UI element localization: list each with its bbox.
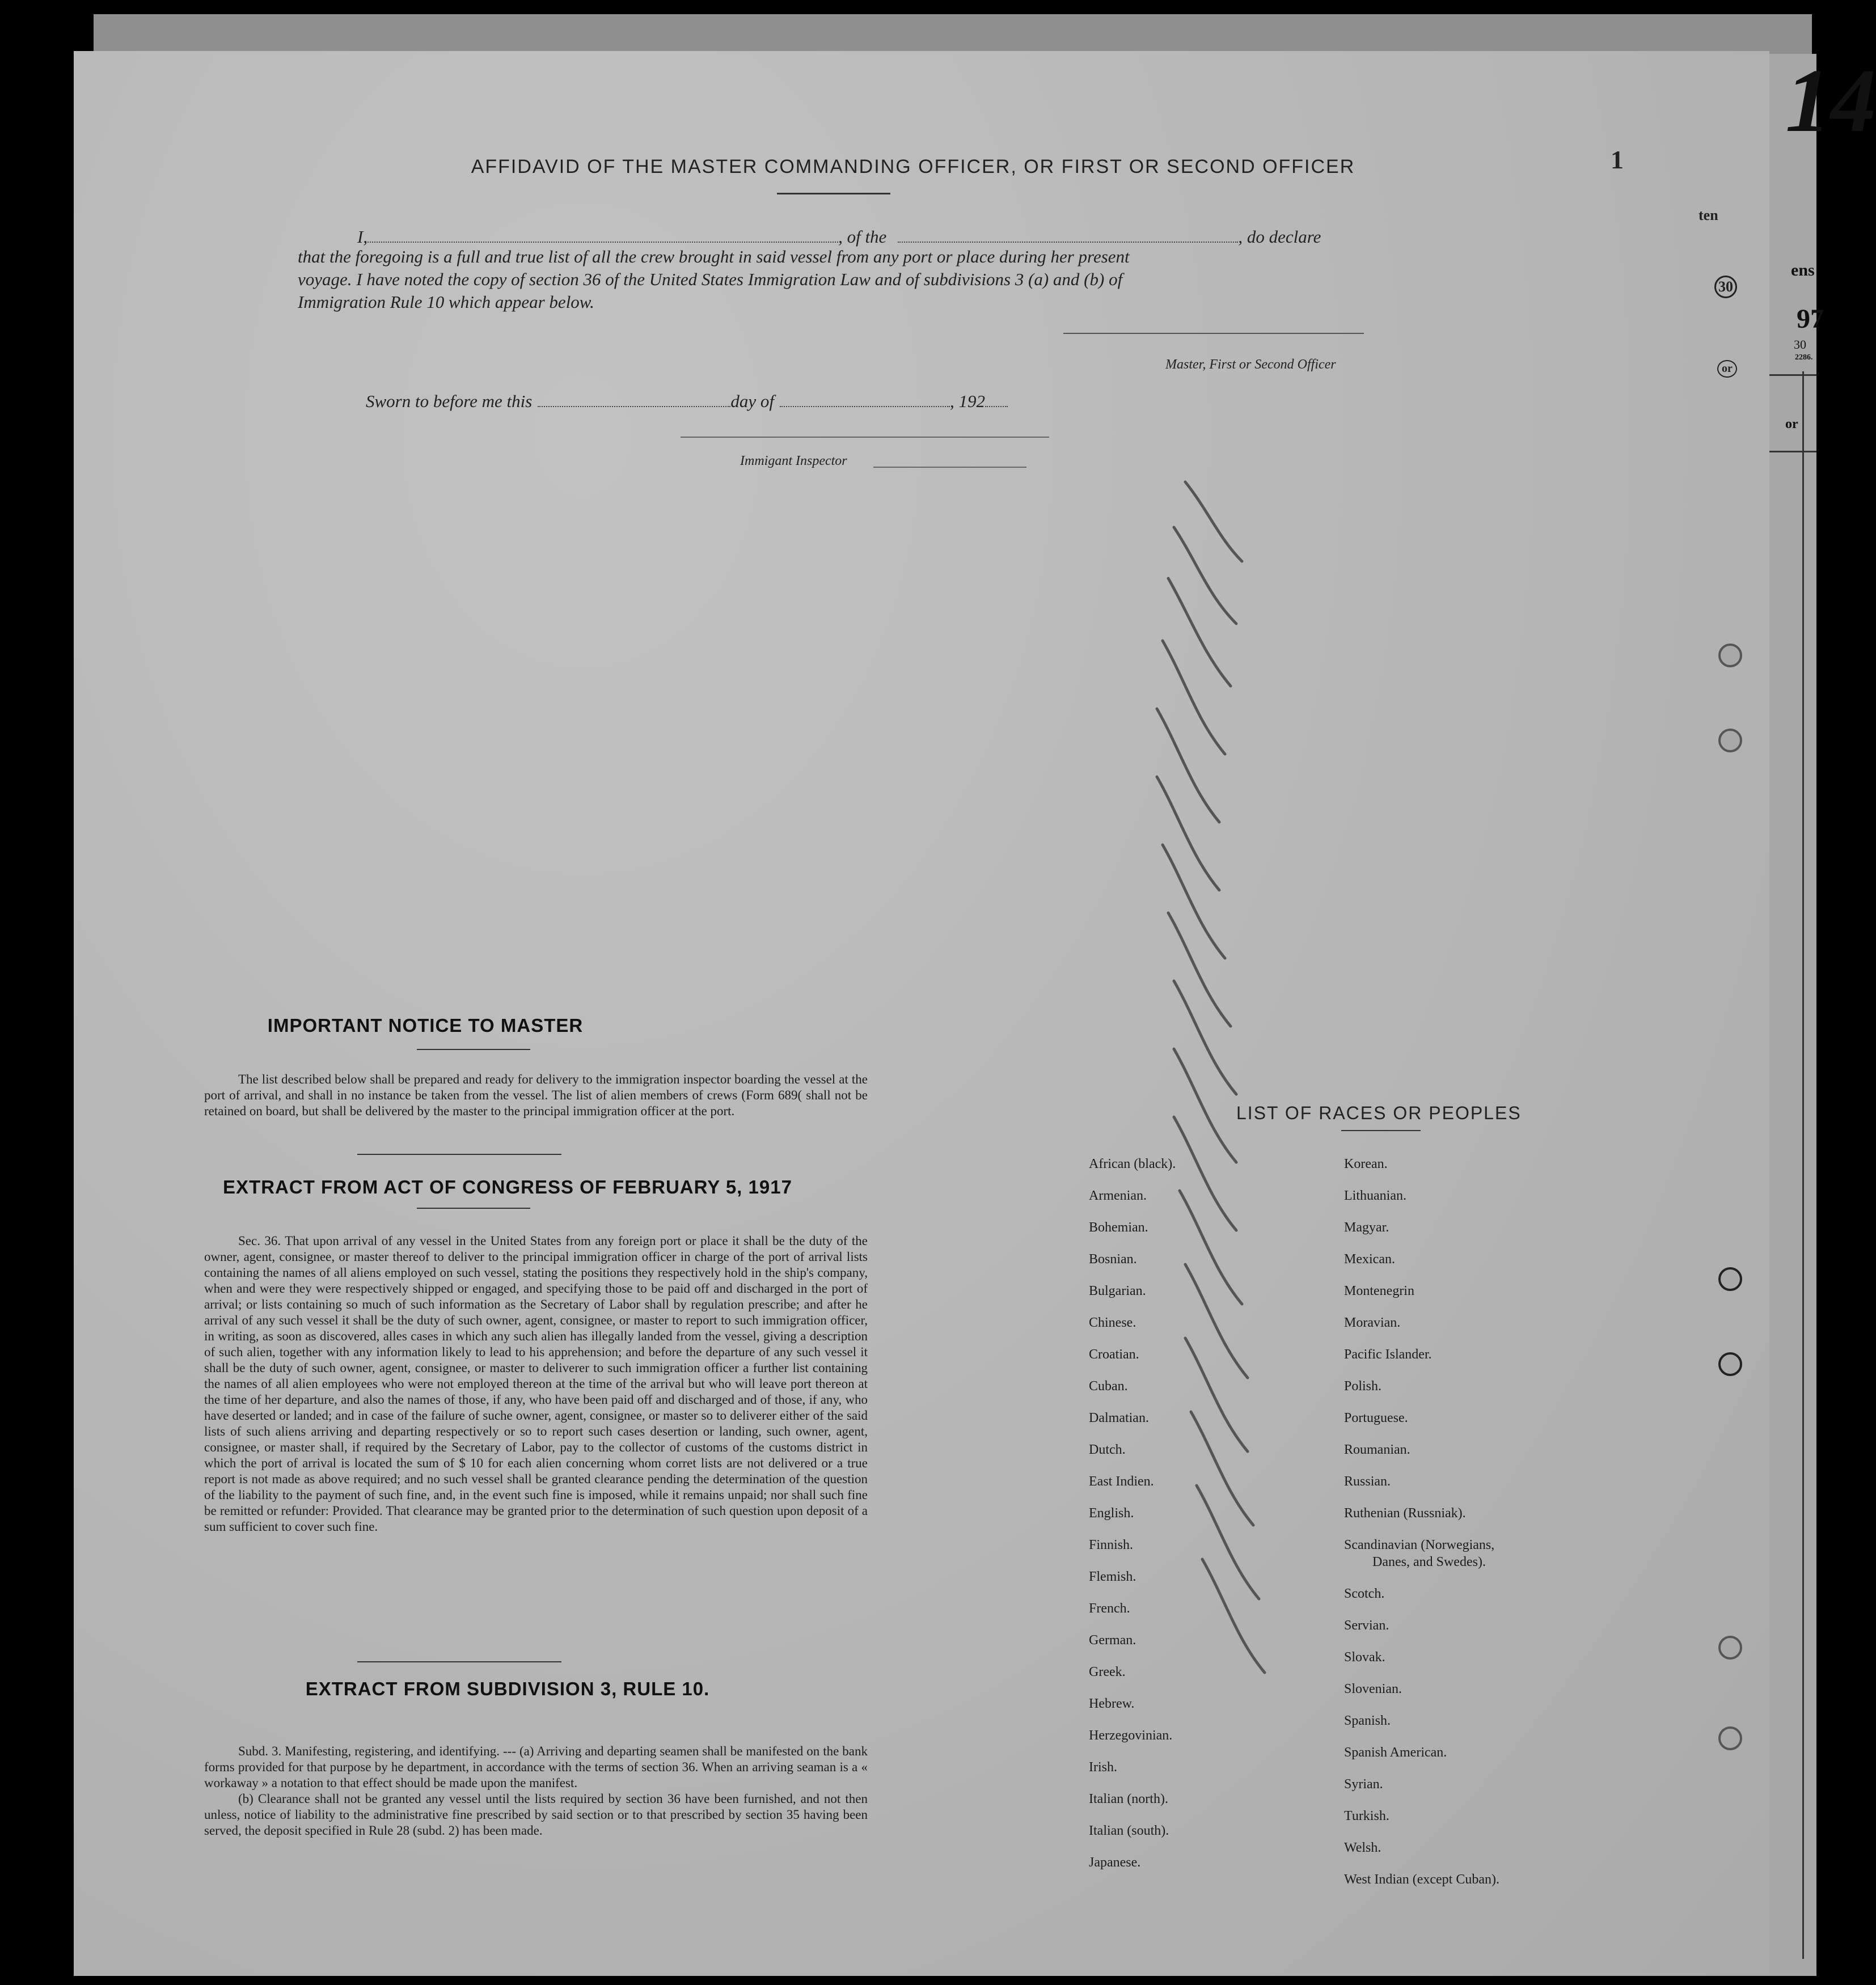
title-rule: [777, 193, 890, 194]
races-rule: [1341, 1130, 1421, 1131]
notice-title: IMPORTANT NOTICE TO MASTER: [267, 1015, 584, 1036]
manifest-page: [74, 51, 1769, 1976]
race-item: Greek.: [1089, 1665, 1126, 1679]
handwritten-mark: 30: [1714, 276, 1737, 298]
race-item: English.: [1089, 1506, 1134, 1521]
race-item: Servian.: [1344, 1618, 1389, 1633]
adjacent-page-text: ens: [1791, 261, 1815, 280]
declaration-line-3: voyage. I have noted the copy of section 36 of the United States Immigration Law and of subdivisions 3 (a) and (b) of: [298, 269, 1123, 289]
race-item: African (black).: [1089, 1157, 1176, 1171]
race-item: Lithuanian.: [1344, 1188, 1406, 1203]
race-item: East Indien.: [1089, 1474, 1154, 1489]
race-item: Hebrew.: [1089, 1696, 1135, 1711]
sworn-text: , 192: [949, 391, 985, 411]
signature-line: [1063, 333, 1364, 334]
extract-act-body: [204, 1233, 868, 1535]
sworn-line: [366, 388, 1008, 412]
declaration-text: , do declare: [1238, 227, 1321, 247]
binder-hole: [1718, 1636, 1742, 1660]
notice-rule: [357, 1154, 561, 1155]
race-item: Italian (south).: [1089, 1823, 1169, 1838]
race-item: Scandinavian (Norwegians,: [1344, 1538, 1495, 1552]
race-item: Danes, and Swedes).: [1372, 1555, 1486, 1569]
notice-rule: [417, 1049, 530, 1050]
declaration-line-2: that the foregoing is a full and true list of all the crew brought in said vessel from any port or place during her present: [298, 247, 1130, 266]
race-item: German.: [1089, 1633, 1136, 1648]
race-item: Pacific Islander.: [1344, 1347, 1432, 1362]
race-item: Spanish.: [1344, 1713, 1391, 1728]
races-title: LIST OF RACES OR PEOPLES: [1236, 1103, 1522, 1123]
race-item: Mexican.: [1344, 1252, 1395, 1267]
declaration-text: I,: [357, 227, 368, 247]
race-item: Finnish.: [1089, 1538, 1134, 1552]
inspector-line: [681, 437, 1049, 438]
extract-act-text: Sec. 36. That upon arrival of any vessel in the United States from any foreign port or place it shall be the duty of the owner, agent, consignee, or master thereof to deliver to the principal immigration officer in charge of the port of arrival lists containing the names of all aliens employed on such vessel, stating the positions they respectively hold in the ship's company, when and were they were respectively shipped or engaged, and specifying those to be paid off and discharged in the port of arrival; or lists containing so much of such information as the Secretary of Labor shall by regulation prescribe; and after he arrival of any such vessel it shall be the duty of such owner, agent, consignee, or master to report to such immigration officer, in writing, as soon as discovered, alles cases in which any such alien has illegally landed from the vessel, giving a description of such alien, together with any information likely to lead to his apprehension; and before the departure of any such vessel it shall be the duty of such owner, agent, consignee, or master to deliverer to such immigration officer a further list containing the names of all alien employees who were not employed thereon at the time of the arrival but who will leave port thereon at the time of her departure, and also the names of those, if any, who have been paid off and discharged and of those, if any, who have deserted or landed; and in case of the failure of suche owner, agent, consignee, or master so to deliverer either of the said lists of such aliens arriving and departing respectively or so to report such cases desertion or landing, such owner, agent, consignee, or master shall, if required by the Secretary of Labor, pay to the collector of customs of the customs district in which the port of arrival is located the sum of $ 10 for each alien concerning whom corret lists are not delivered or a true report is not made as above required; and no such vessel shall be granted clearance pending the determination of the question of the liability to the payment of such fine, and, in the event such fine is imposed, while it remains unpaid; nor shall such fine be remitted or refunder: Provided. That clearance may be granted prior to the determination of such question upon deposit of a sum sufficient to cover such fine.: [204, 1234, 868, 1534]
race-item: Italian (north).: [1089, 1792, 1168, 1806]
race-item: Slovenian.: [1344, 1682, 1402, 1696]
race-item: Ruthenian (Russniak).: [1344, 1506, 1466, 1521]
race-item: Russian.: [1344, 1474, 1391, 1489]
race-item: Irish.: [1089, 1760, 1117, 1775]
extract-rule-body: [204, 1743, 868, 1839]
race-item: Turkish.: [1344, 1809, 1389, 1823]
race-item: Roumanian.: [1344, 1442, 1410, 1457]
race-item: French.: [1089, 1601, 1130, 1616]
race-item: Slovak.: [1344, 1650, 1385, 1665]
binder-hole: [1718, 644, 1742, 667]
extract-act-title: EXTRACT FROM ACT OF CONGRESS OF FEBRUARY 5, 1917: [223, 1176, 792, 1197]
race-item: Montenegrin: [1344, 1284, 1414, 1298]
adjacent-page-or: or: [1785, 417, 1798, 431]
declaration-line-4: Immigration Rule 10 which appear below.: [298, 292, 594, 312]
extract-rule-title: EXTRACT FROM SUBDIVISION 3, RULE 10.: [305, 1678, 710, 1699]
race-item: Korean.: [1344, 1157, 1388, 1171]
race-item: West Indian (except Cuban).: [1344, 1872, 1499, 1887]
declaration-line-1: [357, 224, 1321, 247]
extract-rule: [357, 1661, 561, 1662]
signature-caption: Master, First or Second Officer: [1165, 357, 1336, 372]
adjacent-page-year: 97: [1797, 304, 1824, 334]
race-item: Dutch.: [1089, 1442, 1126, 1457]
binder-hole: [1718, 729, 1742, 752]
race-item: Bulgarian.: [1089, 1284, 1146, 1298]
inspector-caption: Immigant Inspector: [740, 454, 847, 468]
adjacent-page-sub1: 30: [1794, 337, 1806, 352]
extract-rule-text: Subd. 3. Manifesting, registering, and identifying. --- (a) Arriving and departing seamen shall be manifested on the bank forms provided for that purpose by he department, in accordance with the terms of section 36. When an arriving seaman is a « workaway » a notation to that effect should be made upon the manifest.: [204, 1744, 868, 1790]
race-item: Bohemian.: [1089, 1220, 1148, 1235]
race-item: Dalmatian.: [1089, 1411, 1149, 1425]
adjacent-page-sub2: 2286.: [1795, 353, 1813, 362]
adjacent-page-number: 14: [1785, 50, 1876, 151]
vessel-blank: [898, 224, 1238, 243]
binder-hole: [1718, 1267, 1742, 1291]
handwritten-mark: ten: [1698, 207, 1718, 223]
race-item: Welsh.: [1344, 1840, 1381, 1855]
extract-act-rule: [417, 1208, 530, 1209]
race-item: Chinese.: [1089, 1315, 1136, 1330]
race-item: Flemish.: [1089, 1569, 1136, 1584]
notice-body: [204, 1072, 868, 1119]
race-item: Moravian.: [1344, 1315, 1401, 1330]
race-item: Japanese.: [1089, 1855, 1141, 1870]
sworn-text: Sworn to before me this: [366, 391, 533, 411]
race-item: Herzegovinian.: [1089, 1728, 1173, 1743]
race-item: Croatian.: [1089, 1347, 1139, 1362]
race-item: Cuban.: [1089, 1379, 1128, 1394]
month-blank: [780, 388, 950, 407]
inspector-line: [873, 467, 1026, 468]
page-number: 1: [1611, 145, 1624, 174]
name-blank: [367, 224, 838, 243]
race-item: Bosnian.: [1089, 1252, 1137, 1267]
day-blank: [538, 388, 730, 407]
race-item: Syrian.: [1344, 1777, 1383, 1792]
race-item: Polish.: [1344, 1379, 1382, 1394]
declaration-text: , of the: [838, 227, 887, 247]
race-item: Armenian.: [1089, 1188, 1147, 1203]
race-item: Magyar.: [1344, 1220, 1389, 1235]
notice-text: The list described below shall be prepared and ready for delivery to the immigration inspector boarding the vessel at the port of arrival, and shall in no instance be taken from the vessel. The list of alien members of crews (Form 689( shall not be retained on board, but shall be delivered by the master to the principal immigration officer at the port.: [204, 1072, 868, 1118]
race-item: Scotch.: [1344, 1586, 1385, 1601]
affidavit-title: AFFIDAVID OF THE MASTER COMMANDING OFFICER, OR FIRST OR SECOND OFFICER: [471, 156, 1355, 177]
year-blank: [985, 388, 1008, 407]
sworn-text: day of: [730, 391, 774, 411]
binder-hole: [1718, 1352, 1742, 1376]
handwritten-mark: or: [1717, 360, 1737, 378]
race-item: Portuguese.: [1344, 1411, 1408, 1425]
extract-rule-text: (b) Clearance shall not be granted any vessel until the lists required by section 36 have been furnished, and not then unless, notice of liability to the administrative fine prescribed by said section or to that prescribed by section 35 having been served, the deposit specified in Rule 28 (subd. 2) has been made.: [204, 1792, 868, 1838]
adjacent-page-column-rule: [1802, 371, 1804, 1959]
race-item: Spanish American.: [1344, 1745, 1447, 1760]
binder-hole: [1718, 1726, 1742, 1750]
